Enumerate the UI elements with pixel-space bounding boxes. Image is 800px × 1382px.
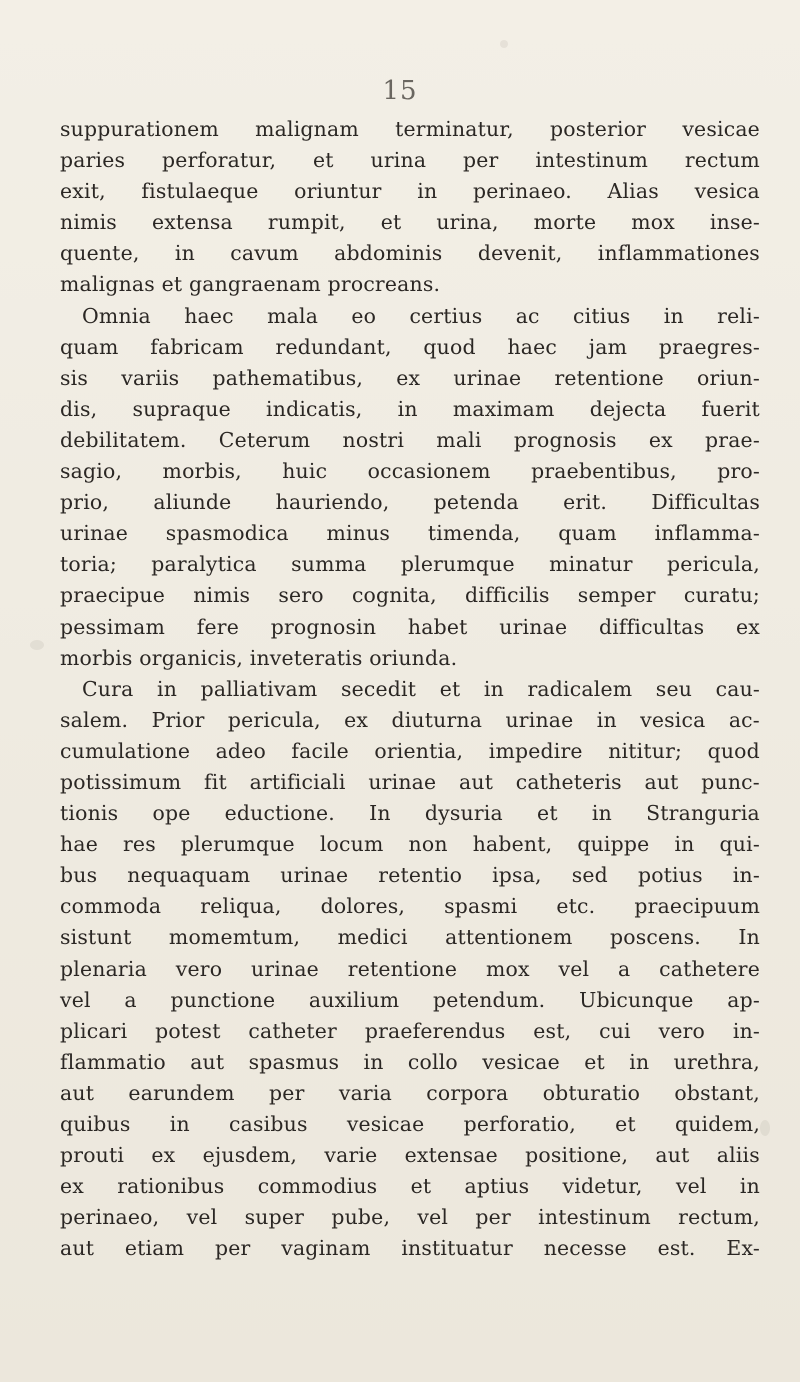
word: secedit [340, 676, 417, 701]
word: habent, [472, 832, 553, 857]
word: rumpit, [267, 210, 346, 235]
word: quod [423, 334, 476, 359]
word: Ex- [726, 1236, 760, 1261]
word: in [739, 1174, 760, 1199]
word: in [663, 303, 684, 328]
word: dejecta [589, 396, 667, 421]
word: oriun- [697, 365, 760, 390]
word: nequaquam [127, 863, 251, 888]
word: per [269, 1080, 305, 1105]
word: cavum [230, 241, 299, 266]
word: et [615, 1112, 636, 1136]
word: difficilis [464, 583, 550, 608]
word: vel [558, 956, 590, 981]
word: prognosis [513, 427, 617, 452]
word: a [617, 956, 631, 981]
word: toria; [60, 552, 117, 577]
word: citius [573, 303, 631, 328]
paper-stain [30, 640, 44, 650]
word: occasionem [367, 459, 491, 484]
word: corpora [426, 1080, 509, 1105]
word: eo [351, 303, 377, 328]
word: locum [319, 832, 384, 857]
word: quod [707, 738, 760, 763]
text-line [60, 1109, 760, 1140]
word: exit, [60, 179, 106, 204]
word: cognita, [351, 583, 437, 608]
word: reliqua, [200, 894, 282, 919]
word: per [214, 1236, 251, 1261]
word: in [596, 707, 617, 732]
word: est, [533, 1018, 572, 1043]
word: palliativam [200, 676, 318, 701]
word: extensa [151, 210, 233, 235]
text-line [60, 860, 760, 891]
word: praebentibus, [531, 459, 677, 484]
word: in [397, 396, 418, 421]
word: ipsa, [492, 863, 542, 888]
word: spasmus [248, 1049, 340, 1074]
word: in [483, 676, 504, 701]
text-line [60, 549, 760, 580]
word: ac- [728, 707, 760, 732]
word: spasmodica [165, 521, 289, 546]
word: aut [459, 769, 494, 794]
word: ex [396, 365, 421, 390]
word: et [410, 1174, 432, 1199]
word: suppurationem [60, 117, 219, 141]
word: perforatur, [162, 148, 277, 173]
word: nimis [193, 583, 251, 608]
text-line [60, 1047, 760, 1078]
word: quam [60, 334, 119, 359]
word: variis [121, 365, 180, 390]
word: dis, [60, 396, 98, 421]
text-line [60, 487, 760, 518]
word: vel [60, 987, 91, 1012]
word: casibus [229, 1112, 308, 1136]
word: sed [571, 863, 608, 888]
word: devenit, [477, 241, 563, 266]
word: commodius [257, 1174, 378, 1199]
word: urina, [436, 210, 499, 235]
word: cui [599, 1018, 631, 1043]
word: prouti [60, 1143, 125, 1168]
word: aliunde [153, 490, 232, 515]
word: retentione [554, 365, 664, 390]
word: rationibus [117, 1174, 225, 1199]
word: vel [186, 1205, 218, 1230]
word: morbis, [162, 459, 242, 484]
page-number: 15 [382, 76, 418, 106]
word: urinae [368, 769, 437, 794]
word: difficultas [598, 614, 705, 639]
word: ex [648, 427, 673, 452]
word: urinae [280, 863, 349, 888]
word: redundant, [275, 334, 392, 359]
word: et [312, 148, 334, 173]
word: habet [407, 614, 468, 639]
word: nimis [60, 210, 117, 235]
word: per [475, 1205, 511, 1230]
text-line [60, 767, 760, 798]
word: Ceterum [218, 427, 311, 452]
word: varia [338, 1080, 392, 1105]
word: quidem, [674, 1112, 760, 1136]
word: instituatur [401, 1236, 513, 1261]
word: quam [558, 521, 617, 546]
word: prognosin [270, 614, 377, 639]
word: nititur; [608, 738, 683, 763]
text-line [60, 145, 760, 176]
word: inflammationes [597, 241, 760, 266]
word: nostri [342, 427, 405, 452]
word: vesica [694, 179, 760, 204]
word: catheteris [515, 769, 622, 794]
word: urinae [250, 956, 319, 981]
word: erit. [563, 490, 608, 515]
text-line [60, 736, 760, 767]
word: impedire [488, 738, 583, 763]
word: mala [267, 303, 319, 328]
word: retentio [378, 863, 463, 888]
word: ex [151, 1143, 176, 1168]
word: Alias [607, 179, 659, 204]
word: jam [588, 334, 628, 359]
word: auxilium [308, 987, 400, 1012]
word: vel [417, 1205, 449, 1230]
word: vel [675, 1174, 707, 1199]
word: vesicae [682, 117, 760, 141]
word: timenda, [427, 521, 521, 546]
text-line [60, 363, 760, 394]
word: spasmi [444, 894, 518, 919]
word: res [122, 832, 156, 857]
word: aut [190, 1049, 225, 1074]
word: et [584, 1049, 605, 1074]
word: semper [577, 583, 656, 608]
word: salem. [60, 707, 129, 732]
word: urinae [505, 707, 574, 732]
word: maximam [452, 396, 555, 421]
word: sagio, [60, 459, 123, 484]
word: cau- [715, 676, 760, 701]
word: cumulatione [60, 738, 191, 763]
word: bus [60, 863, 98, 888]
word: inflamma- [654, 521, 760, 546]
text-line [60, 1233, 760, 1264]
word: intestinum [535, 148, 649, 173]
word: ejusdem, [202, 1143, 298, 1168]
word: in [629, 1049, 650, 1074]
word: pro- [717, 459, 760, 484]
word: terminatur, [395, 117, 514, 141]
word: In [369, 801, 391, 826]
text-line: malignas et gangraenam procreans. [60, 272, 441, 297]
word: catheter [248, 1018, 338, 1043]
word: ap- [727, 987, 760, 1012]
word: videtur, [562, 1174, 643, 1199]
word: tionis [60, 801, 119, 826]
paper-stain [500, 40, 508, 48]
word: vaginam [281, 1236, 371, 1261]
word: minatur [549, 552, 633, 577]
word: praegres- [658, 334, 760, 359]
word: artificiali [249, 769, 346, 794]
word: vero [658, 1018, 706, 1043]
text-line [60, 456, 760, 487]
word: plenaria [60, 956, 147, 981]
word: punctione [170, 987, 276, 1012]
word: Difficultas [651, 490, 760, 515]
word: plicari [60, 1018, 128, 1043]
word: urinae [453, 365, 522, 390]
word: quente, [60, 241, 140, 266]
word: fit [204, 769, 227, 794]
text-line [60, 518, 760, 549]
word: plerumque [180, 832, 295, 857]
word: fistulaeque [141, 179, 259, 204]
text-line [60, 674, 760, 705]
word: cathetere [659, 956, 760, 981]
word: sero [278, 583, 324, 608]
word: huic [282, 459, 328, 484]
text-line [60, 301, 760, 332]
text-line [60, 954, 760, 985]
text-line [60, 612, 760, 643]
word: aut [60, 1236, 95, 1261]
word: intestinum [538, 1205, 651, 1230]
word: hauriendo, [275, 490, 390, 515]
word: aut [60, 1080, 95, 1105]
word: necesse [543, 1236, 627, 1261]
word: oriuntur [294, 179, 382, 204]
word: pathematibus, [212, 365, 364, 390]
word: earundem [128, 1080, 235, 1105]
word: eductione. [224, 801, 335, 826]
word: plerumque [400, 552, 515, 577]
word: fere [196, 614, 239, 639]
word: mox [485, 956, 530, 981]
word: facile [291, 738, 349, 763]
word: pericula, [227, 707, 321, 732]
word: est. [657, 1236, 696, 1261]
word: summa [291, 552, 367, 577]
word: obturatio [542, 1080, 641, 1105]
word: debilitatem. [60, 427, 187, 452]
text-line [60, 425, 760, 456]
word: urethra, [673, 1049, 760, 1074]
word: prae- [705, 427, 760, 452]
word: ex [344, 707, 369, 732]
word: commoda [60, 894, 162, 919]
word: paralytica [151, 552, 257, 577]
word: reli- [717, 303, 760, 328]
word: urinae [60, 521, 128, 546]
word: praecipuum [634, 894, 760, 919]
word: potest [155, 1018, 221, 1043]
body-text [60, 114, 760, 1264]
word: et [537, 801, 558, 826]
word: attentionem [445, 925, 573, 950]
word: in [174, 241, 195, 266]
word: radicalem [527, 676, 633, 701]
word: ex [60, 1174, 84, 1199]
word: Cura [82, 676, 134, 701]
word: a [124, 987, 137, 1012]
text-line [60, 1202, 760, 1233]
word: in [417, 179, 438, 204]
word: pube, [331, 1205, 391, 1230]
word: abdominis [334, 241, 443, 266]
word: inse- [709, 210, 760, 235]
word: Stranguria [646, 801, 760, 826]
word: vesica [640, 707, 706, 732]
text-line [60, 829, 760, 860]
word: In [738, 925, 760, 950]
word: minus [326, 521, 391, 546]
text-line [60, 1078, 760, 1109]
text-line [60, 1140, 760, 1171]
word: et [439, 676, 461, 701]
text-line [60, 922, 760, 953]
word: supraque [132, 396, 231, 421]
word: in [156, 676, 178, 701]
word: punc- [701, 769, 760, 794]
word: quippe [577, 832, 650, 857]
word: aut [644, 769, 679, 794]
word: sis [60, 365, 89, 390]
word: orientia, [374, 738, 464, 763]
word: aliis [716, 1143, 760, 1168]
word: morte [533, 210, 597, 235]
word: in [363, 1049, 384, 1074]
word: etiam [124, 1236, 185, 1261]
word: momemtum, [168, 925, 301, 950]
word: curatu; [683, 583, 760, 608]
word: prio, [60, 490, 110, 515]
word: in [674, 832, 695, 857]
word: fuerit [701, 396, 760, 421]
word: et [380, 210, 402, 235]
word: seu [655, 676, 693, 701]
word: in [591, 801, 612, 826]
text-line [60, 985, 760, 1016]
word: sistunt [60, 925, 132, 950]
text-line [60, 798, 760, 829]
word: Prior [151, 707, 205, 732]
word: in [169, 1112, 190, 1136]
word: ope [152, 801, 191, 826]
word: per [463, 148, 499, 173]
text-line [60, 1171, 760, 1202]
word: ac [515, 303, 540, 328]
word: retentione [347, 956, 458, 981]
word: indicatis, [266, 396, 363, 421]
word: poscens. [609, 925, 701, 950]
word: quibus [60, 1112, 131, 1136]
word: in- [732, 1018, 760, 1043]
word: medici [337, 925, 408, 950]
word: non [408, 832, 448, 857]
word: pessimam [60, 614, 165, 639]
text-line [60, 705, 760, 736]
word: aptius [464, 1174, 530, 1199]
word: varie [324, 1143, 378, 1168]
text-line [60, 176, 760, 207]
word: vero [175, 956, 223, 981]
word: haec [184, 303, 234, 328]
word: positione, [525, 1143, 629, 1168]
word: vesicae [346, 1112, 425, 1136]
word: petendum. [433, 987, 546, 1012]
word: pericula, [667, 552, 760, 577]
word: ex [735, 614, 760, 639]
word: rectum, [678, 1205, 760, 1230]
word: paries [60, 148, 126, 173]
word: qui- [719, 832, 760, 857]
word: in- [732, 863, 760, 888]
word: rectum [684, 148, 760, 173]
word: urina [370, 148, 427, 173]
word: haec [507, 334, 558, 359]
text-line [60, 891, 760, 922]
word: perforatio, [463, 1112, 576, 1136]
text-line: morbis organicis, inveteratis oriunda. [60, 645, 458, 670]
text-line [60, 580, 760, 611]
word: urinae [499, 614, 568, 639]
word: hae [60, 832, 98, 857]
text-line [60, 1016, 760, 1047]
word: malignam [255, 117, 359, 141]
text-line [60, 394, 760, 425]
word: posterior [549, 117, 647, 141]
text-line [60, 207, 760, 238]
paper-stain [760, 1120, 770, 1136]
text-line [60, 114, 760, 145]
text-line [60, 332, 760, 363]
word: praecipue [60, 583, 166, 608]
word: diuturna [391, 707, 483, 732]
word: etc. [556, 894, 596, 919]
word: dolores, [320, 894, 406, 919]
word: Ubicunque [579, 987, 694, 1012]
word: potissimum [60, 769, 182, 794]
word: perinaeo. [472, 179, 572, 204]
word: perinaeo, [60, 1205, 160, 1230]
word: dysuria [424, 801, 503, 826]
word: fabricam [150, 334, 244, 359]
word: Omnia [82, 303, 151, 328]
word: aut [655, 1143, 690, 1168]
word: vesicae [482, 1049, 560, 1074]
word: extensae [404, 1143, 498, 1168]
word: certius [409, 303, 483, 328]
word: flammatio [60, 1049, 166, 1074]
word: praeferendus [364, 1018, 506, 1043]
word: super [244, 1205, 305, 1230]
word: adeo [215, 738, 266, 763]
word: petenda [433, 490, 519, 515]
word: mali [436, 427, 482, 452]
word: mox [631, 210, 675, 235]
word: potius [637, 863, 703, 888]
word: collo [407, 1049, 458, 1074]
text-line [60, 238, 760, 269]
word: obstant, [674, 1080, 760, 1105]
